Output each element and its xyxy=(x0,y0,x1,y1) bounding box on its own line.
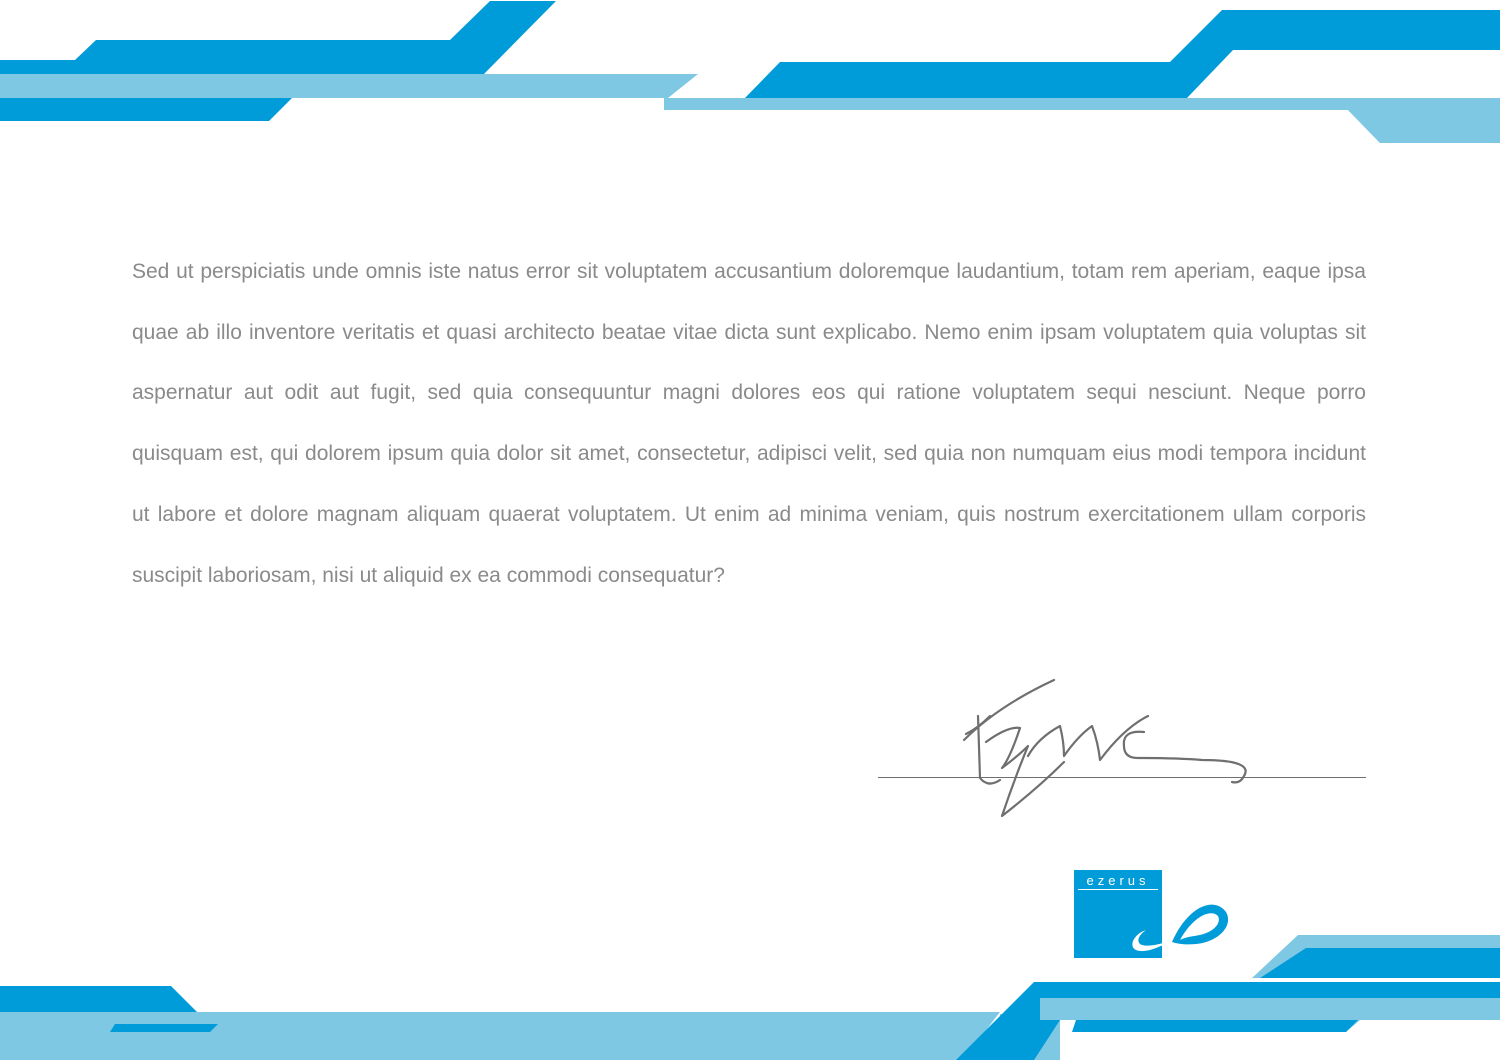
logo-brand-text: ezerus xyxy=(1086,873,1150,888)
header-decoration xyxy=(0,0,1500,150)
footer-band-light-middle xyxy=(215,1012,1000,1038)
letter-body-text: Sed ut perspiciatis unde omnis iste natus error sit voluptatem accusantium doloremque laudantium, totam rem aperiam, eaque ipsa quae ab illo inventore veritatis et quasi architecto beatae vitae dicta sunt explicabo. Nemo enim ipsam voluptatem quia voluptas sit aspernatur aut odit aut fugit, sed quia consequuntur magni dolores eos qui ratione voluptatem sequi nesciunt. Neque porro quisquam est, qui dolorem ipsum quia dolor sit amet, consectetur, adipisci velit, sed quia non numquam eius modi tempora incidunt ut labore et dolore magnam aliquam quaerat voluptatem. Ut enim ad minima veniam, quis nostrum exercitationem ullam corporis suscipit laboriosam, nisi ut aliquid ex ea commodi consequatur? xyxy=(132,260,1366,587)
signature-block xyxy=(878,676,1368,821)
header-band-dark-left xyxy=(0,1,556,74)
footer-band-dark-left xyxy=(0,986,197,1060)
company-logo xyxy=(1074,870,1234,960)
footer-band-light-right-lower xyxy=(1040,998,1500,1032)
footer-band-light-right xyxy=(1252,935,1500,978)
handwritten-signature-icon xyxy=(878,676,1368,821)
footer-band-dark-right-strip xyxy=(1072,1020,1358,1032)
signature-line xyxy=(878,777,1366,778)
footer-band-dark-right xyxy=(956,982,1500,1060)
footer-band-dark-right-upper xyxy=(1260,948,1500,978)
header-band-dark-left-lower xyxy=(0,98,292,121)
footer-band-dark-left-strip xyxy=(110,1024,218,1032)
header-band-light-left xyxy=(0,74,698,98)
footer-band-light-left xyxy=(0,1012,1060,1060)
header-band-dark-right xyxy=(745,10,1500,98)
infinity-swoosh-icon xyxy=(1122,884,1234,960)
header-band-light-right-tail xyxy=(1348,110,1500,143)
